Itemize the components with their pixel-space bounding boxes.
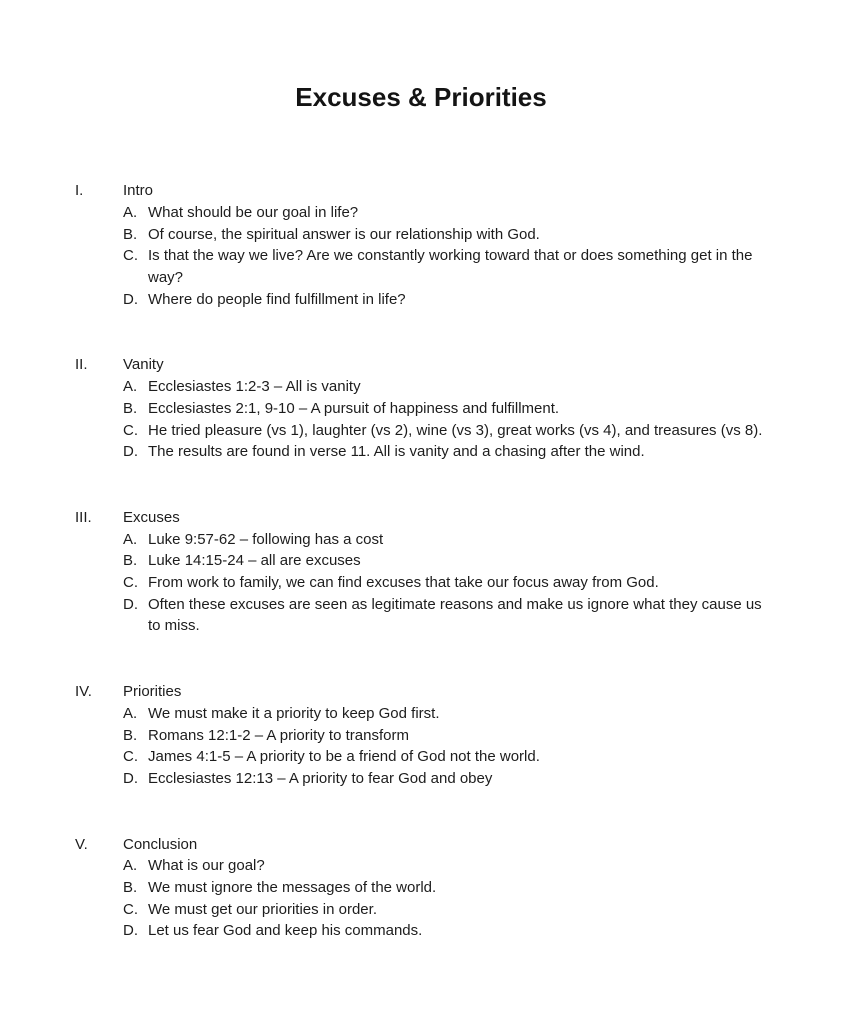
item-letter: C. <box>123 574 138 592</box>
section-heading: Excuses <box>123 508 180 526</box>
item-letter: C. <box>123 421 138 439</box>
document-title: Excuses & Priorities <box>295 82 547 112</box>
section-numeral: IV. <box>75 683 92 701</box>
outline-section <box>75 681 767 790</box>
outline-item <box>123 529 767 551</box>
section-items <box>123 376 767 463</box>
item-letter: D. <box>123 443 138 461</box>
outline-item <box>123 594 767 637</box>
outline-section <box>75 507 767 637</box>
item-letter: B. <box>123 225 138 243</box>
section-numeral: I. <box>75 182 84 200</box>
outline-section <box>75 180 767 310</box>
section-items <box>123 529 767 638</box>
item-letter: A. <box>123 203 138 221</box>
item-text: The results are found in verse 11. All is vanity and a chasing after the wind. <box>148 443 645 461</box>
outline <box>75 180 767 942</box>
section-heading: Intro <box>123 182 154 200</box>
outline-item <box>123 245 767 288</box>
item-text: We must get our priorities in order. <box>148 900 377 918</box>
outline-item <box>123 899 767 921</box>
item-text: We must ignore the messages of the world. <box>148 879 437 897</box>
outline-item <box>123 703 767 725</box>
section-heading-row <box>75 681 767 703</box>
item-letter: C. <box>123 748 138 766</box>
item-text: James 4:1-5 – A priority to be a friend of God not the world. <box>148 748 540 766</box>
item-letter: D. <box>123 595 138 613</box>
item-text: Ecclesiastes 12:13 – A priority to fear God and obey <box>148 769 493 787</box>
outline-item <box>123 877 767 899</box>
outline-item <box>123 768 767 790</box>
item-letter: B. <box>123 399 138 417</box>
section-numeral: V. <box>75 835 88 853</box>
section-heading-row <box>75 507 767 529</box>
item-letter: C. <box>123 247 138 265</box>
item-text: Where do people find fulfillment in life? <box>148 290 406 308</box>
item-letter: C. <box>123 900 138 918</box>
item-letter: A. <box>123 378 138 396</box>
section-heading: Conclusion <box>123 835 198 853</box>
item-letter: A. <box>123 704 138 722</box>
outline-item <box>123 572 767 594</box>
item-text: Romans 12:1-2 – A priority to transform <box>148 726 409 744</box>
item-letter: B. <box>123 552 138 570</box>
item-text: Often these excuses are seen as legitimate reasons and make us ignore what they cause us to miss. <box>148 595 762 635</box>
outline-item <box>123 441 767 463</box>
item-text: Let us fear God and keep his commands. <box>148 922 423 940</box>
item-letter: B. <box>123 879 138 897</box>
outline-item <box>123 202 767 224</box>
section-numeral: III. <box>75 508 92 526</box>
outline-item <box>123 224 767 246</box>
section-items <box>123 855 767 942</box>
section-heading-row <box>75 354 767 376</box>
item-text: Ecclesiastes 2:1, 9-10 – A pursuit of happiness and fulfillment. <box>148 399 560 417</box>
item-text: What is our goal? <box>148 857 265 875</box>
item-letter: D. <box>123 769 138 787</box>
item-text: We must make it a priority to keep God first. <box>148 704 440 722</box>
item-text: Luke 14:15-24 – all are excuses <box>148 552 361 570</box>
outline-item <box>123 725 767 747</box>
item-text: Luke 9:57-62 – following has a cost <box>148 530 384 548</box>
outline-item <box>123 289 767 311</box>
item-text: What should be our goal in life? <box>148 203 359 221</box>
item-letter: D. <box>123 922 138 940</box>
section-heading-row <box>75 180 767 202</box>
section-heading: Vanity <box>123 356 164 374</box>
outline-item <box>123 376 767 398</box>
item-letter: D. <box>123 290 138 308</box>
outline-item <box>123 420 767 442</box>
item-text: He tried pleasure (vs 1), laughter (vs 2), wine (vs 3), great works (vs 4), and treasures (vs 8). <box>148 421 763 439</box>
item-text: Is that the way we live? Are we constantly working toward that or does something get in the way? <box>148 247 753 286</box>
item-letter: A. <box>123 857 138 875</box>
outline-section <box>75 834 767 943</box>
section-numeral: II. <box>75 356 88 374</box>
item-text: From work to family, we can find excuses that take our focus away from God. <box>148 574 659 592</box>
outline-item <box>123 920 767 942</box>
outline-item <box>123 855 767 877</box>
section-items <box>123 703 767 790</box>
outline-item <box>123 746 767 768</box>
item-letter: A. <box>123 530 138 548</box>
item-letter: B. <box>123 726 138 744</box>
section-items <box>123 202 767 311</box>
section-heading-row <box>75 834 767 856</box>
outline-section <box>75 354 767 463</box>
outline-item <box>123 550 767 572</box>
item-text: Of course, the spiritual answer is our relationship with God. <box>148 225 540 243</box>
outline-item <box>123 398 767 420</box>
section-heading: Priorities <box>123 683 182 701</box>
item-text: Ecclesiastes 1:2-3 – All is vanity <box>148 378 361 396</box>
